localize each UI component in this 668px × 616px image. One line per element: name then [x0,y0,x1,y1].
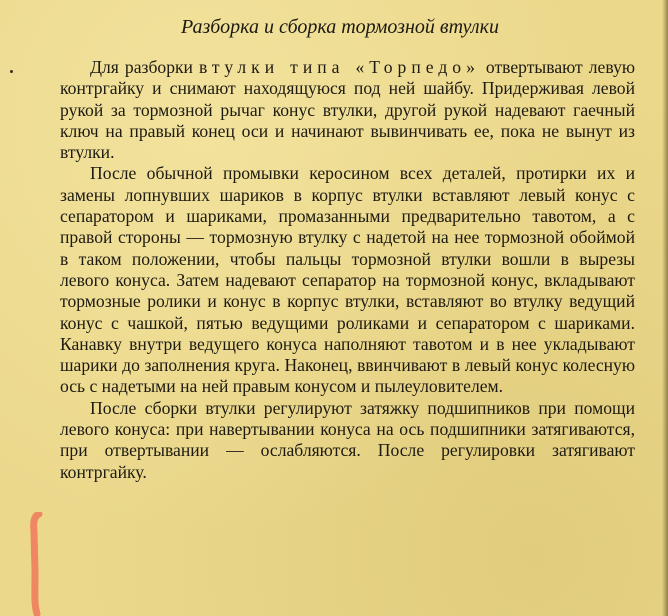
highlighter-mark [30,512,44,616]
paragraph-assembly: После обычной промывки керосином всех деталей, протирки их и замены лопнувших шариков в корпус втулки вставляют левый конус с сепаратором и шариками, промазанными предварительно тавотом, а с правой стороны — тормозную втулку с надетой на нее тормозной обоймой в таком положении, чтобы пальцы тормозной втулки вошли в вырезы левого конуса. Затем надевают сепаратор на тормозной конус, вкладывают тормозные ролики и конус в корпус втулки, вставляют во втулку ведущий конус с чашкой, пятью ведущими роликами и сепаратором с шариками. Канавку внутри ведущего конуса наполняют тавотом и в нее укладывают шарики до заполнения круга. Наконец, ввинчивают в левый конус колесную ось с надетыми на ней правым конусом и пылеуловителем. [60,163,635,397]
page-edge-shadow [662,0,668,616]
paragraph-adjustment: После сборки втулки регулируют затяжку подшипников при помощи левого конуса: при навертывании конуса на ось подшипники затягиваются, при отвертывании — ослабляются. После регулировки затягивают контргайку. [60,397,635,482]
body-text [60,57,635,483]
print-speck [10,70,13,73]
paragraph-disassembly-rest: отвертывают левую контргайку и снимают находящуюся под ней шайбу. Придерживая левой рукой за тормозной рычаг конус втулки, другой рукой надевают гаечный ключ на правый конец оси и начинают вывинчивать ее, пока не вынут из втулки. [60,57,636,163]
section-title: Разборка и сборка тормозной втулки [181,16,499,38]
spaced-emphasis: втулки типа «Торпедо» [199,57,480,77]
highlighter-stroke [34,514,39,614]
paragraph-disassembly-prefix: Для разборки [90,57,200,77]
paragraph-disassembly [60,57,635,163]
